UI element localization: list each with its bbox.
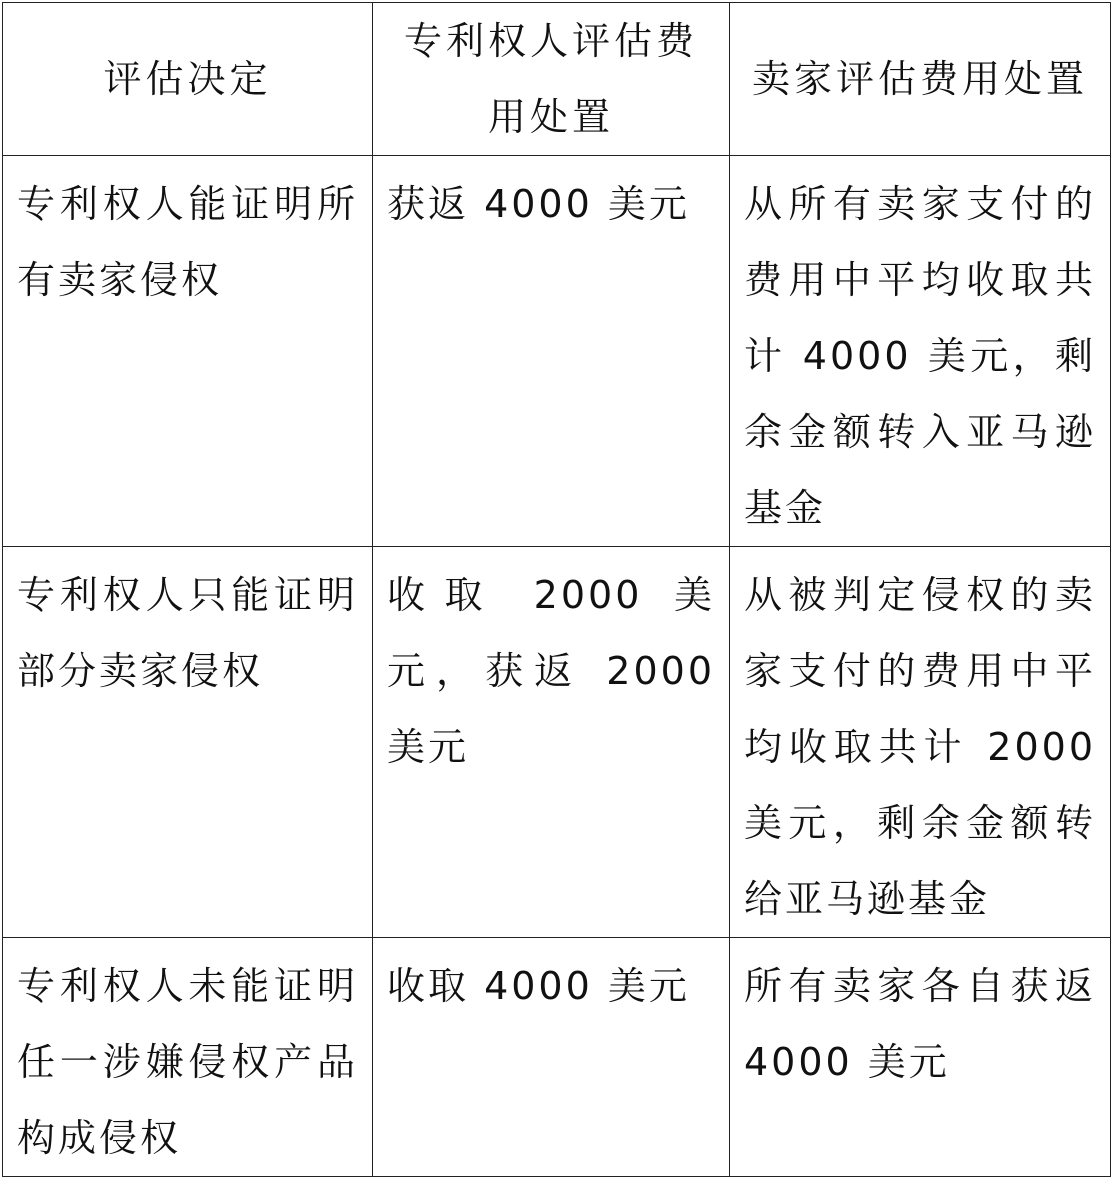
cell-text: 从所有卖家支付的费用中平均收取共计 4000 美元，剩余金额转入亚马逊基金 bbox=[744, 182, 1096, 530]
cell-text: 从被判定侵权的卖家支付的费用中平均收取共计 2000 美元，剩余金额转给亚马逊基金 bbox=[744, 573, 1096, 921]
table-row bbox=[3, 547, 1111, 938]
cell-text: 所有卖家各自获返 4000 美元 bbox=[744, 964, 1096, 1084]
cell-text: 收取 4000 美元 bbox=[387, 964, 690, 1008]
cell-text: 专利权人能证明所有卖家侵权 bbox=[17, 182, 358, 302]
evaluation-fee-table bbox=[2, 2, 1111, 1177]
header-label: 评估决定 bbox=[103, 57, 272, 101]
table-cell-seller bbox=[730, 547, 1111, 938]
table-cell-patentee bbox=[373, 156, 730, 547]
header-evaluation-decision bbox=[3, 3, 373, 156]
header-label: 卖家评估费用处置 bbox=[751, 57, 1088, 101]
header-patentee-fee-disposition bbox=[373, 3, 730, 156]
table-header-row bbox=[3, 3, 1111, 156]
header-label: 专利权人评估费用处置 bbox=[403, 19, 698, 139]
table-cell-seller bbox=[730, 156, 1111, 547]
cell-text: 专利权人只能证明部分卖家侵权 bbox=[17, 573, 358, 693]
table-cell-patentee bbox=[373, 547, 730, 938]
cell-text: 收取 2000 美元，获返 2000 美元 bbox=[387, 573, 715, 769]
header-seller-fee-disposition bbox=[730, 3, 1111, 156]
table-row bbox=[3, 156, 1111, 547]
table-cell-decision bbox=[3, 547, 373, 938]
table-cell-decision bbox=[3, 156, 373, 547]
cell-text: 专利权人未能证明任一涉嫌侵权产品构成侵权 bbox=[17, 964, 358, 1160]
cell-text: 获返 4000 美元 bbox=[387, 182, 690, 226]
